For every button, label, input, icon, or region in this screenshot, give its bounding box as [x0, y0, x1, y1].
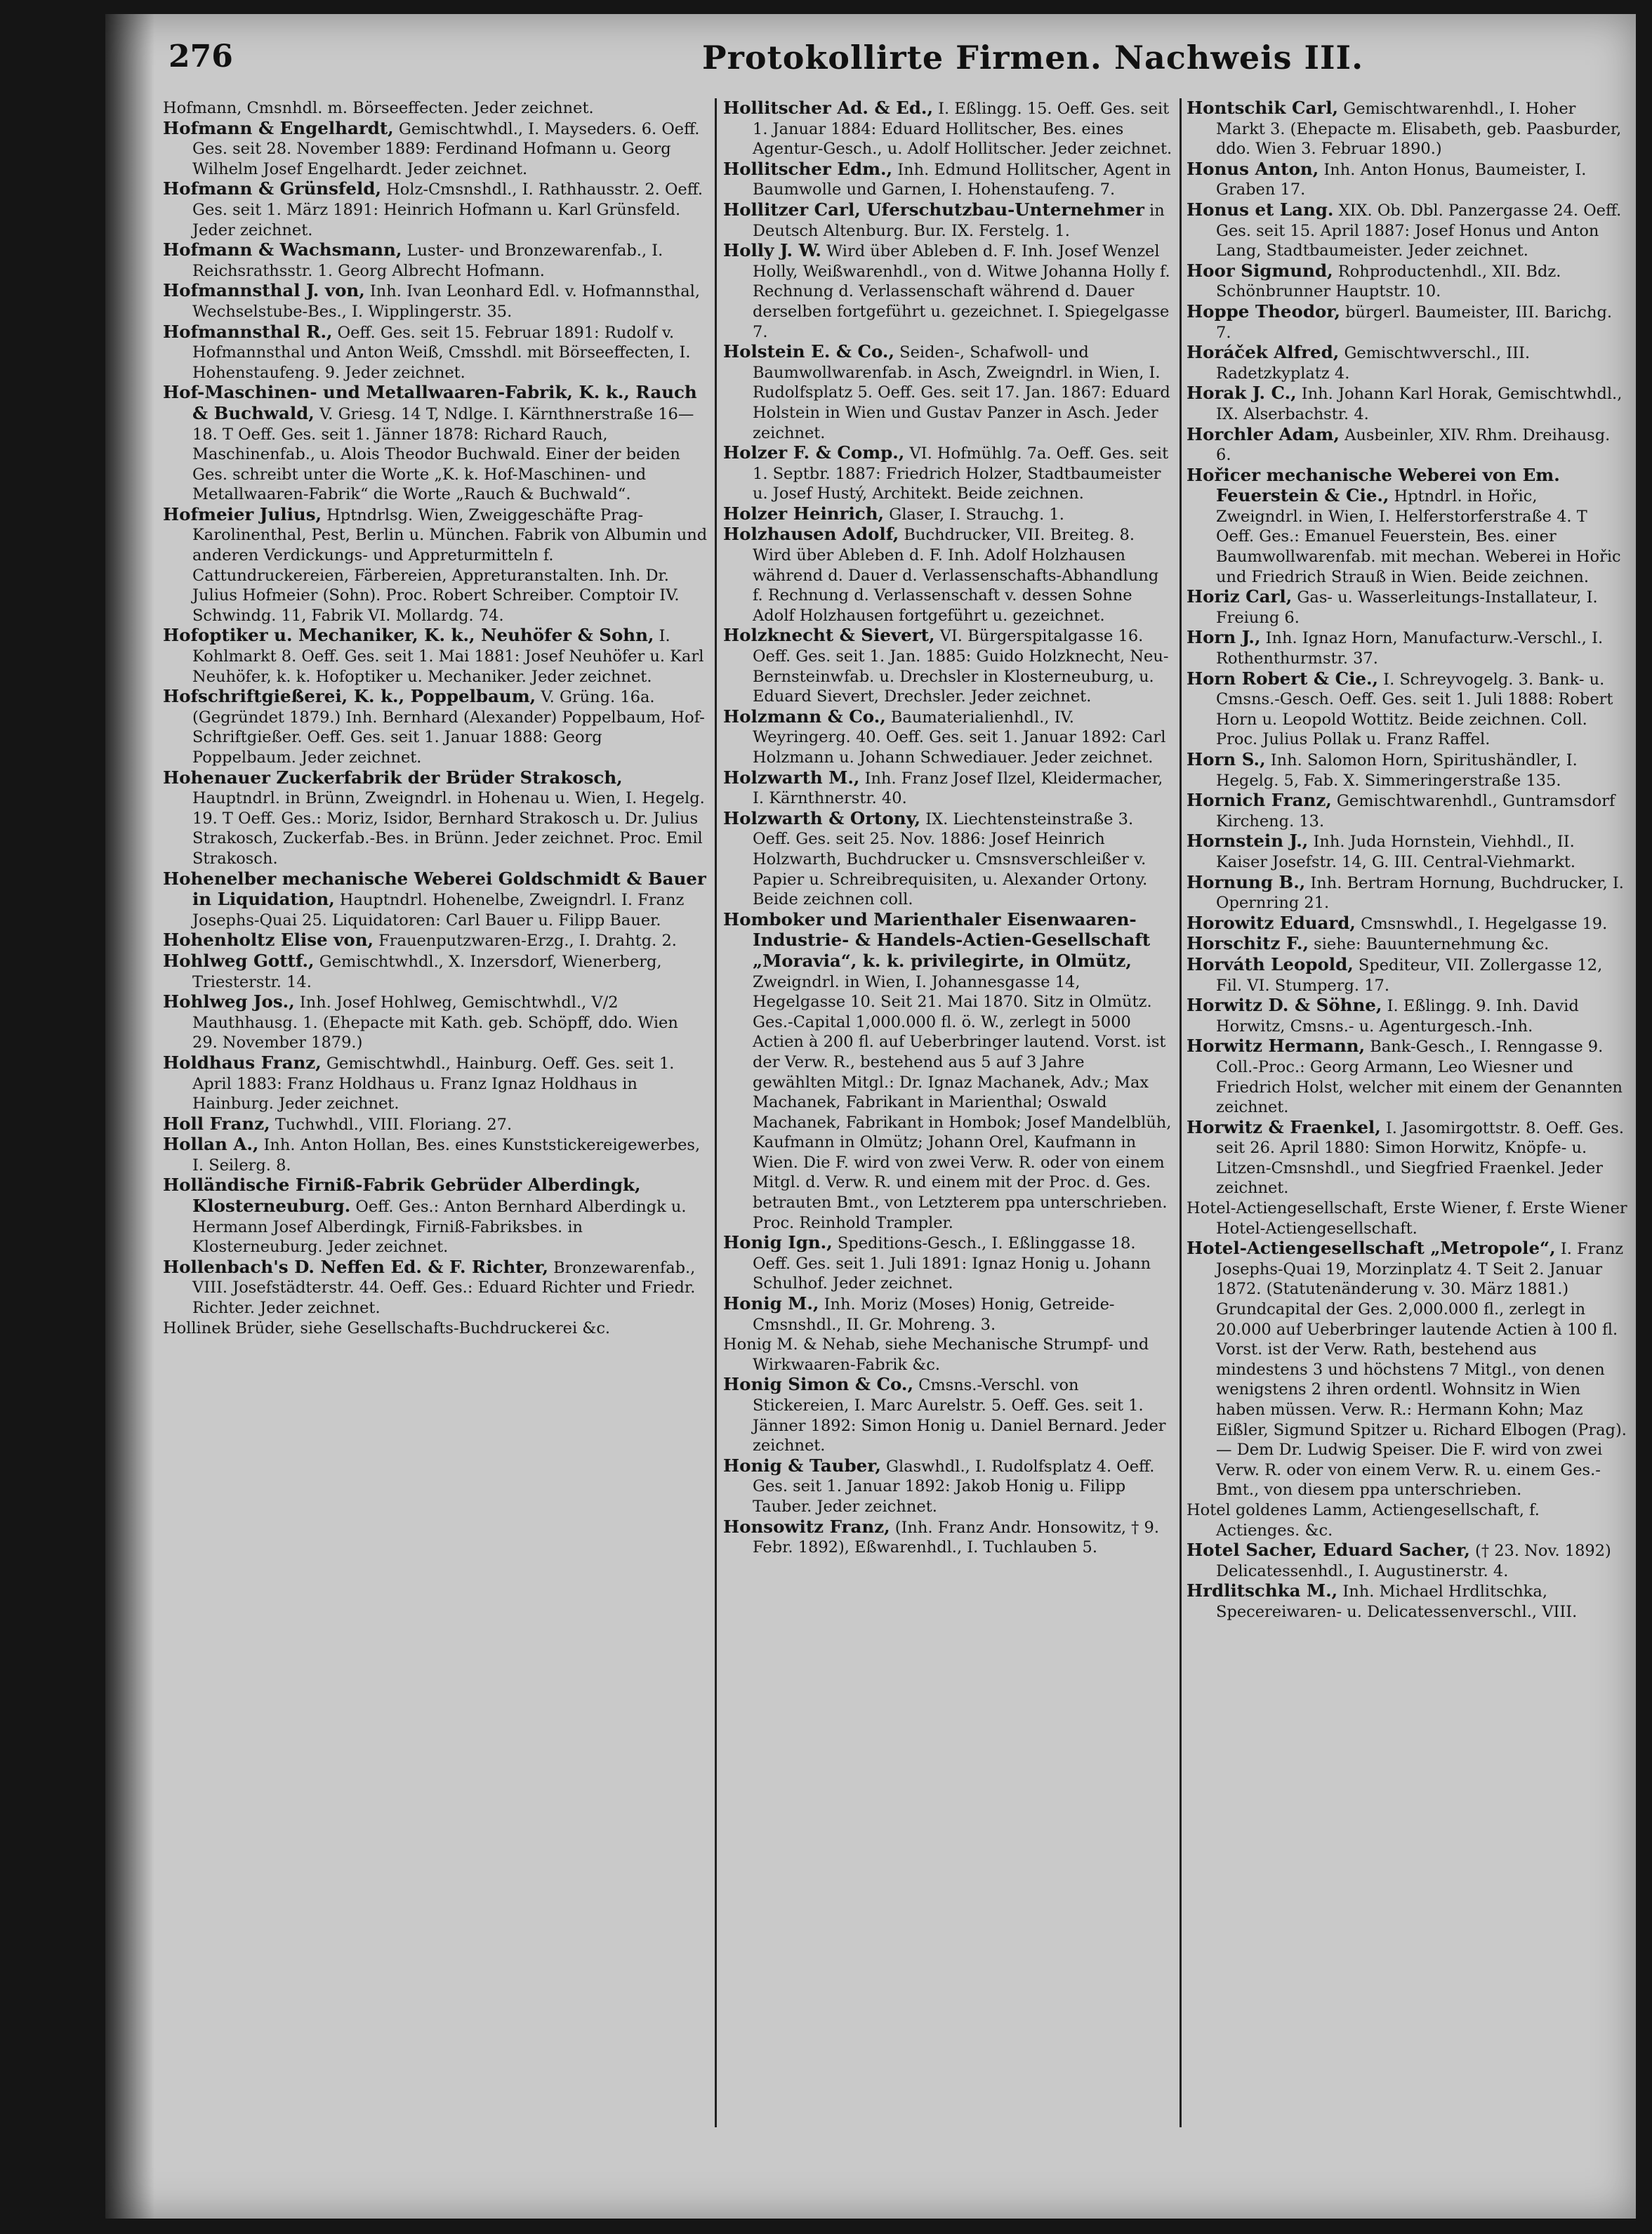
directory-entry — [163, 505, 708, 626]
firm-description: Ausbeinler, XIV. Rhm. Dreihausg. 6. — [1216, 425, 1611, 465]
directory-entry — [163, 869, 708, 931]
directory-entry — [723, 524, 1172, 626]
firm-name: Horwitz D. & Söhne, — [1187, 995, 1382, 1016]
directory-entry — [163, 930, 708, 951]
firm-name: Hollenbach's D. Neffen Ed. & F. Richter, — [163, 1256, 548, 1277]
firm-description: Inh. Ivan Leonhard Edl. v. Hofmannsthal, Wechselstube-Bes., I. Wipplingerstr. 35. — [192, 282, 701, 321]
firm-name: Horáček Alfred, — [1187, 342, 1340, 363]
firm-description: siehe: Bauunternehmung &c. — [1308, 935, 1549, 954]
firm-description: Gemischtwarenhdl., I. Hoher Markt 3. (Ehepacte m. Elisabeth, geb. Paasburder, ddo. Wien 3. Februar 1890.) — [1216, 100, 1622, 159]
directory-entry — [163, 1114, 708, 1135]
directory-entry — [1187, 873, 1627, 913]
directory-entry — [163, 281, 708, 322]
firm-description: Spediteur, VII. Zollergasse 12, Fil. VI. Stumperg. 17. — [1216, 956, 1603, 995]
firm-description: Gemischtwverschl., III. Radetzkyplatz 4. — [1216, 344, 1531, 383]
firm-name: Holländische Firniß-Fabrik Gebrüder Alberdingk, Klosterneuburg. — [163, 1175, 641, 1217]
firm-name: Horváth Leopold, — [1187, 953, 1354, 974]
firm-description: Seiden-, Schafwoll- und Baumwollwarenfab. in Asch, Zweigndrl. in Wien, I. Rudolfsplatz 5. Oeff. Ges. seit 17. Jan. 1867: Eduard Holstein in Wien und Gustav Panzer in Asch. Jeder zeichnet. — [753, 343, 1170, 442]
firm-name: Hofmannsthal J. von, — [163, 280, 365, 301]
firm-name: Honus Anton, — [1187, 158, 1319, 179]
firm-name: Holstein E. & Co., — [723, 341, 894, 362]
directory-entry — [723, 1456, 1172, 1517]
directory-entry — [723, 98, 1172, 159]
directory-entry — [163, 1135, 708, 1175]
firm-description: I. Kohlmarkt 8. Oeff. Ges. seit 1. Mai 1881: Josef Neuhöfer u. Karl Neuhöfer, k. k. Hofoptiker u. Mechaniker. Jeder zeichnet. — [192, 627, 704, 686]
firm-description: Gemischtwhdl., I. Mayseders. 6. Oeff. Ges. seit 28. November 1889: Ferdinand Hofmann u. Georg Wilhelm Josef Engelhardt. Jeder zeichnet. — [192, 119, 700, 178]
firm-name: Horak J. C., — [1187, 383, 1297, 404]
firm-name: Holzhausen Adolf, — [723, 524, 899, 545]
firm-name: Hotel-Actiengesellschaft „Metropole“, — [1187, 1238, 1556, 1259]
firm-description: Inh. Juda Hornstein, Viehhdl., II. Kaiser Josefstr. 14, G. III. Central-Viehmarkt. — [1216, 833, 1576, 871]
firm-description: Wird über Ableben d. F. Inh. Josef Wenzel Holly, Weißwarenhdl., von d. Witwe Johanna Holly f. Rechnung d. Verlassenschaft während d. Dauer derselben fortgeführt u. gezeichnet. I. Spiegelgasse 7. — [753, 242, 1170, 341]
firm-description: Gemischtwhdl., Hainburg. Oeff. Ges. seit 1. April 1883: Franz Holdhaus u. Franz Ignaz Holdhaus in Hainburg. Jeder zeichnet. — [192, 1054, 675, 1113]
firm-name: Hofmann & Engelhardt, — [163, 117, 394, 138]
firm-description: VI. Hofmühlg. 7a. Oeff. Ges. seit 1. Septbr. 1887: Friedrich Holzer, Stadtbaumeister u. Josef Hustý, Architekt. Beide zeichnen. — [753, 444, 1169, 503]
directory-entry — [1187, 669, 1627, 750]
firm-description: I. Schreyvogelg. 3. Bank- u. Cmsns.-Gesch. Oeff. Ges. seit 1. Juli 1888: Robert Horn u. Leopold Wottitz. Beide zeichnen. Coll. Proc. Julius Pollak u. Franz Raffel. — [1216, 670, 1613, 749]
firm-description: Inh. Michael Hrdlitschka, Specereiwaren- u. Delicatessenverschl., VIII. — [1216, 1582, 1578, 1621]
page-header — [168, 39, 1601, 95]
column-rule-right — [1179, 98, 1182, 2127]
directory-entry — [163, 687, 708, 767]
firm-name: Holly J. W. — [723, 240, 821, 261]
directory-entry — [1187, 98, 1627, 159]
directory-entry — [1187, 1500, 1627, 1540]
firm-name: Honus et Lang. — [1187, 199, 1334, 220]
firm-description: Oeff. Ges.: Anton Bernhard Alberdingk u. Hermann Josef Alberdingk, Firniß-Fabriksbes. in Klosterneuburg. Jeder zeichnet. — [192, 1198, 687, 1257]
firm-name: Hořicer mechanische Weberei von Em. Feuerstein & Cie., — [1187, 464, 1560, 506]
firm-description: Gemischtwhdl., X. Inzersdorf, Wienerberg, Triesterstr. 14. — [192, 952, 662, 991]
firm-description: Inh. Franz Josef Ilzel, Kleidermacher, I. Kärnthnerstr. 40. — [753, 769, 1163, 808]
directory-entry — [723, 768, 1172, 809]
firm-description: Glaser, I. Strauchg. 1. — [884, 505, 1064, 524]
firm-name: Hollitzer Carl, Uferschutzbau-Unternehmer — [723, 199, 1144, 220]
firm-description: Inh. Bertram Hornung, Buchdrucker, I. Opernring 21. — [1216, 873, 1624, 913]
directory-entry — [163, 951, 708, 992]
firm-name: Horowitz Eduard, — [1187, 912, 1356, 933]
firm-description: I. Franz Josephs-Quai 19, Morzinplatz 4. T Seit 2. Januar 1872. (Statutenänderung v. 30. März 1881.) Grundcapital der Ges. 2,000.000 fl., zerlegt in 20.000 auf Ueberbringer lautende Actien à 100 fl. Vorst. ist der Verw. Rath, bestehend aus mindestens 3 und höchstens 7 Mitgl., von denen wenigstens 2 ihren ordentl. Wohnsitz in Wien haben müssen. Verw. R.: Hermann Kohn; Maz Eißler, Sigmund Spitzer u. Richard Elbogen (Prag). — Dem Dr. Ludwig Speiser. Die F. wird von zwei Verw. R. oder von einem Verw. R. u. einem Ges.-Bmt., von diesem ppa unterschrieben. — [1216, 1240, 1627, 1500]
firm-description: Oeff. Ges. seit 15. Februar 1891: Rudolf v. Hofmannsthal und Anton Weiß, Cmsshdl. mit Börseeffecten, I. Hohenstaufeng. 9. Jeder zeichnet. — [192, 323, 691, 382]
firm-description: Hollinek Brüder, siehe Gesellschafts-Buchdruckerei &c. — [163, 1318, 611, 1337]
firm-name: Hohenholtz Elise von, — [163, 930, 374, 951]
firm-description: V. Grüng. 16a. (Gegründet 1879.) Inh. Bernhard (Alexander) Poppelbaum, Hof-Schriftgießer. Oeff. Ges. seit 1. Januar 1888: Georg Poppelbaum. Jeder zeichnet. — [192, 688, 705, 767]
directory-entry — [1187, 343, 1627, 383]
directory-entry — [1187, 628, 1627, 668]
firm-description: Frauenputzwaren-Erzg., I. Drahtg. 2. — [374, 932, 677, 951]
directory-entry — [723, 241, 1172, 342]
directory-entry — [163, 1175, 708, 1257]
firm-description: I. Eßlingg. 9. Inh. David Horwitz, Cmsns.- u. Agenturgesch.-Inh. — [1216, 997, 1579, 1036]
firm-description: Baumaterialienhdl., IV. Weyringerg. 40. Oeff. Ges. seit 1. Januar 1892: Carl Holzmann u. Johann Schwediauer. Jeder zeichnet. — [753, 708, 1166, 767]
firm-name: Holzer Heinrich, — [723, 503, 885, 524]
firm-name: Hofmann & Wachsmann, — [163, 239, 402, 260]
firm-description: († 23. Nov. 1892) Delicatessenhdl., I. Augustinerstr. 4. — [1216, 1542, 1611, 1580]
directory-entry — [1187, 302, 1627, 343]
firm-name: Holzmann & Co., — [723, 706, 886, 727]
firm-name: Holzwarth M., — [723, 767, 860, 788]
firm-description: Bronzewarenfab., VIII. Josefstädterstr. 44. Oeff. Ges.: Eduard Richter und Friedr. Richter. Jeder zeichnet. — [192, 1258, 696, 1318]
directory-entry — [1187, 934, 1627, 955]
firm-name: Hornung B., — [1187, 871, 1306, 892]
firm-description: Buchdrucker, VII. Breiteg. 8. Wird über Ableben d. F. Inh. Adolf Holzhausen während d. Dauer d. Verlassenschafts-Abhandlung f. Rechnung d. Verlassenschaft v. dessen Sohne Adolf Holzhausen fortgeführt u. gezeichnet. — [753, 526, 1159, 625]
firm-name: Hohenelber mechanische Weberei Goldschmidt & Bauer in Liquidation, — [163, 868, 706, 910]
firm-description: Hptndrl. in Hořic, Zweigndrl. in Wien, I. Helferstorferstraße 4. T Oeff. Ges.: Emanuel Feuerstein, Bes. einer Baumwollwarenfab. mit mechan. Weberei in Hořic und Friedrich Strauß in Wien. Beide zeichnen. — [1216, 487, 1621, 586]
firm-description: (Inh. Franz Andr. Honsowitz, † 9. Febr. 1892), Eßwarenhdl., I. Tuchlauben 5. — [753, 1518, 1159, 1557]
firm-description: Hotel-Actiengesellschaft, Erste Wiener, f. Erste Wiener Hotel-Actiengesellschaft. — [1187, 1199, 1627, 1238]
directory-entry — [723, 1517, 1172, 1558]
directory-entry — [163, 992, 708, 1053]
directory-entry — [723, 342, 1172, 443]
firm-name: Hofmeier Julius, — [163, 503, 322, 524]
directory-column-2 — [723, 98, 1172, 1558]
directory-entry — [1187, 913, 1627, 934]
firm-description: I. Jasomirgottstr. 8. Oeff. Ges. seit 26. April 1880: Simon Horwitz, Knöpfe- u. Litzen-Cmsnshdl., und Siegfried Fraenkel. Jeder zeichnet. — [1216, 1118, 1624, 1198]
firm-description: Hptndrlsg. Wien, Zweiggeschäfte Prag-Karolinenthal, Pest, Berlin u. München. Fabrik von Albumin und anderen Verdickungs- und Appreturmitteln f. Cattundruckereien, Färbereien, Appreturanstalten. Inh. Dr. Julius Hofmeier (Sohn). Proc. Robert Schreiber. Comptoir IV. Schwindg. 11, Fabrik VI. Mollardg. 74. — [192, 505, 708, 625]
firm-description: XIX. Ob. Dbl. Panzergasse 24. Oeff. Ges. seit 15. April 1887: Josef Honus und Anton Lang, Stadtbaumeister. Jeder zeichnet. — [1216, 201, 1622, 260]
directory-entry — [723, 626, 1172, 706]
firm-name: Honsowitz Franz, — [723, 1516, 890, 1537]
directory-entry — [723, 1375, 1172, 1455]
firm-name: Horn J., — [1187, 627, 1261, 648]
firm-name: Hotel Sacher, Eduard Sacher, — [1187, 1540, 1470, 1561]
column-rule-left — [715, 98, 717, 2127]
directory-entry — [163, 119, 708, 180]
firm-name: Hof-Maschinen- und Metallwaaren-Fabrik, K. k., Rauch & Buchwald, — [163, 382, 697, 423]
spine-shadow — [105, 14, 154, 2219]
firm-name: Hofmannsthal R., — [163, 321, 333, 342]
firm-name: Holzknecht & Sievert, — [723, 625, 935, 646]
directory-entry — [163, 1318, 708, 1339]
firm-description: Luster- und Bronzewarenfab., I. Reichsrathsstr. 1. Georg Albrecht Hofmann. — [192, 242, 663, 280]
firm-name: Homboker und Marienthaler Eisenwaaren-Industrie- & Handels-Actien-Gesellschaft „Moravia“, k. k. privilegirte, in Olmütz, — [723, 908, 1151, 971]
running-title: Protokollirte Firmen. Nachweis III. — [702, 39, 1364, 77]
directory-entry — [1187, 1238, 1627, 1500]
firm-description: IX. Liechtensteinstraße 3. Oeff. Ges. seit 25. Nov. 1886: Josef Heinrich Holzwarth, Buchdrucker u. Cmsnsverschleißer v. Papier u. Schreibrequisiten, u. Alexander Ortony. Beide zeichnen coll. — [753, 809, 1148, 909]
directory-entry — [1187, 465, 1627, 588]
directory-entry — [1187, 159, 1627, 200]
firm-description: Tuchwhdl., VIII. Floriang. 27. — [270, 1115, 513, 1134]
firm-description: Hofmann, Cmsnhdl. m. Börseeffecten. Jeder zeichnet. — [163, 99, 594, 117]
firm-name: Horwitz & Fraenkel, — [1187, 1116, 1381, 1137]
directory-entry — [1187, 425, 1627, 465]
firm-name: Hrdlitschka M., — [1187, 1580, 1338, 1601]
firm-description: Inh. Anton Honus, Baumeister, I. Graben 17. — [1216, 160, 1587, 199]
directory-entry — [723, 159, 1172, 200]
directory-entry — [163, 383, 708, 505]
firm-description: Gas- u. Wasserleitungs-Installateur, I. Freiung 6. — [1216, 588, 1598, 627]
firm-name: Horn Robert & Cie., — [1187, 668, 1379, 689]
firm-name: Horchler Adam, — [1187, 423, 1340, 444]
directory-column-3 — [1187, 98, 1627, 1622]
firm-name: Honig Ign., — [723, 1232, 833, 1253]
firm-description: Inh. Moriz (Moses) Honig, Getreide-Cmsnshdl., II. Gr. Mohreng. 3. — [753, 1295, 1115, 1334]
firm-description: Inh. Salomon Horn, Spiritushändler, I. Hegelg. 5, Fab. X. Simmeringerstraße 135. — [1216, 751, 1578, 790]
firm-name: Hollan A., — [163, 1134, 259, 1155]
firm-name: Hornstein J., — [1187, 831, 1309, 852]
firm-description: Speditions-Gesch., I. Eßlinggasse 18. Oeff. Ges. seit 1. Juli 1891: Ignaz Honig u. Johann Schulhof. Jeder zeichnet. — [753, 1234, 1151, 1293]
directory-entry — [1187, 261, 1627, 302]
directory-entry — [723, 200, 1172, 241]
directory-entry — [163, 1053, 708, 1114]
directory-entry — [1187, 791, 1627, 831]
directory-entry — [723, 504, 1172, 525]
firm-description: Inh. Edmund Hollitscher, Agent in Baumwolle und Garnen, I. Hohenstaufeng. 7. — [753, 160, 1171, 199]
directory-entry — [723, 809, 1172, 910]
firm-description: Inh. Johann Karl Horak, Gemischtwhdl., IX. Alserbachstr. 4. — [1216, 385, 1623, 423]
firm-name: Holdhaus Franz, — [163, 1052, 322, 1073]
firm-description: Inh. Josef Hohlweg, Gemischtwhdl., V/2 Mauthhausg. 1. (Ehepacte mit Kath. geb. Schöpff, ddo. Wien 29. November 1879.) — [192, 993, 678, 1052]
directory-entry — [163, 322, 708, 383]
directory-entry — [163, 179, 708, 240]
directory-entry — [1187, 955, 1627, 996]
firm-name: Holzer F. & Comp., — [723, 442, 905, 463]
firm-name: Horn S., — [1187, 749, 1266, 769]
firm-description: Bank-Gesch., I. Renngasse 9. Coll.-Proc.: Georg Armann, Leo Wiesner und Friedrich Holst, welcher mit einem der Genannten zeichnet. — [1216, 1038, 1623, 1117]
firm-name: Hohlweg Jos., — [163, 991, 295, 1012]
firm-name: Hollitscher Ad. & Ed., — [723, 98, 933, 118]
firm-name: Hofschriftgießerei, K. k., Poppelbaum, — [163, 686, 536, 707]
directory-entry — [163, 240, 708, 281]
firm-name: Hoppe Theodor, — [1187, 300, 1340, 322]
firm-name: Horwitz Hermann, — [1187, 1036, 1366, 1057]
firm-name: Honig M., — [723, 1293, 819, 1314]
firm-name: Honig & Tauber, — [723, 1455, 881, 1476]
firm-description: Hauptndrl. in Brünn, Zweigndrl. in Hohenau u. Wien, I. Hegelg. 19. T Oeff. Ges.: Moriz, Isidor, Bernhard Strakosch u. Dr. Julius Strakosch, Zuckerfab.-Bes. in Brünn. Jeder zeichnet. Proc. Emil Strakosch. — [192, 789, 705, 868]
firm-description: Glaswhdl., I. Rudolfsplatz 4. Oeff. Ges. seit 1. Januar 1892: Jakob Honig u. Filipp Tauber. Jeder zeichnet. — [753, 1457, 1155, 1516]
firm-description: Cmsns.-Verschl. von Stickereien, I. Marc Aurelstr. 5. Oeff. Ges. seit 1. Jänner 1892: Simon Honig u. Daniel Bernard. Jeder zeichnet. — [753, 1376, 1166, 1455]
directory-entry — [723, 1233, 1172, 1294]
directory-entry — [163, 98, 708, 119]
firm-description: VI. Bürgerspitalgasse 16. Oeff. Ges. seit 1. Jan. 1885: Guido Holzknecht, Neu-Bernsteinwfab. u. Drechsler in Klosterneuburg, u. Eduard Sievert, Drechsler. Jeder zeichnet. — [753, 627, 1169, 706]
firm-name: Hohenauer Zuckerfabrik der Brüder Strakosch, — [163, 767, 623, 788]
firm-description: Inh. Anton Hollan, Bes. eines Kunststickereigewerbes, I. Seilerg. 8. — [192, 1136, 701, 1175]
firm-description: Hotel goldenes Lamm, Actiengesellschaft, f. Actienges. &c. — [1187, 1500, 1540, 1540]
firm-description: Rohproductenhdl., XII. Bdz. Schönbrunner Hauptstr. 10. — [1216, 262, 1561, 301]
firm-description: Gemischtwarenhdl., Guntramsdorf Kircheng. 13. — [1216, 792, 1615, 831]
firm-name: Hoor Sigmund, — [1187, 260, 1333, 281]
directory-entry — [723, 707, 1172, 768]
directory-entry — [1187, 1581, 1627, 1622]
firm-description: Inh. Ignaz Horn, Manufacturw.-Verschl., I. Rothenthurmstr. 37. — [1216, 629, 1604, 668]
firm-description: Hauptndrl. Hohenelbe, Zweigndrl. I. Franz Josephs-Quai 25. Liquidatoren: Carl Bauer u. Filipp Bauer. — [192, 891, 685, 930]
directory-entry — [163, 768, 708, 869]
directory-entry — [1187, 1198, 1627, 1238]
firm-name: Hohlweg Gottf., — [163, 950, 315, 971]
directory-entry — [723, 1294, 1172, 1335]
directory-entry — [723, 443, 1172, 504]
directory-entry — [1187, 831, 1627, 872]
firm-name: Horschitz F., — [1187, 933, 1309, 954]
firm-name: Horiz Carl, — [1187, 586, 1293, 607]
firm-description: in Deutsch Altenburg. Bur. IX. Ferstelg. 1. — [753, 201, 1165, 240]
firm-name: Honig Simon & Co., — [723, 1374, 913, 1395]
directory-entry — [723, 910, 1172, 1234]
directory-entry — [1187, 1118, 1627, 1198]
directory-entry — [1187, 1036, 1627, 1117]
directory-entry — [1187, 587, 1627, 628]
firm-name: Hofoptiker u. Mechaniker, K. k., Neuhöfer & Sohn, — [163, 625, 654, 646]
firm-name: Hofmann & Grünsfeld, — [163, 178, 381, 199]
firm-description: Cmsnswhdl., I. Hegelgasse 19. — [1355, 914, 1608, 933]
directory-column-1 — [163, 98, 708, 1338]
firm-description: V. Griesg. 14 T, Ndlge. I. Kärnthnerstraße 16—18. T Oeff. Ges. seit 1. Jänner 1878: Richard Rauch, Maschinenfab., u. Alois Theodor Buchwald. Einer der beiden Ges. schreibt unter die Worte „K. k. Hof-Maschinen- und Metallwaaren-Fabrik“ die Worte „Rauch & Buchwald“. — [192, 404, 694, 504]
firm-name: Hornich Franz, — [1187, 790, 1332, 811]
directory-entry — [1187, 200, 1627, 261]
firm-description: Zweigndrl. in Wien, I. Johannesgasse 14, Hegelgasse 10. Seit 21. Mai 1870. Sitz in Olmütz. Ges.-Capital 1,000.000 fl. ö. W., zerlegt in 5000 Actien à 200 fl. auf Ueberbringer lautend. Vorst. ist der Verw. R., bestehend aus 5 auf 3 Jahre gewählten Mitgl.: Dr. Ignaz Machanek, Adv.; Max Machanek, Fabrikant in Marienthal; Oswald Machanek, Fabrikant in Hombok; Josef Mandelblüh, Kaufmann in Olmütz; Johann Orel, Kaufmann in Wien. Die F. wird von zwei Verw. R. oder von einem Mitgl. d. Verw. R. und einem mit der Proc. d. Ges. betrauten Bmt., von Letzterem ppa unterschrieben. Proc. Reinhold Trampler. — [753, 972, 1172, 1232]
firm-description: Holz-Cmsnshdl., I. Rathhausstr. 2. Oeff. Ges. seit 1. März 1891: Heinrich Hofmann u. Karl Grünsfeld. Jeder zeichnet. — [192, 180, 703, 239]
firm-name: Holl Franz, — [163, 1113, 270, 1134]
firm-description: bürgerl. Baumeister, III. Barichg. 7. — [1216, 303, 1613, 342]
firm-name: Holzwarth & Ortony, — [723, 807, 921, 828]
firm-name: Hollitscher Edm., — [723, 158, 893, 179]
directory-entry — [1187, 996, 1627, 1036]
directory-entry — [1187, 750, 1627, 791]
page-number: 276 — [168, 39, 233, 74]
directory-entry — [163, 1257, 708, 1318]
firm-description: I. Eßlingg. 15. Oeff. Ges. seit 1. Januar 1884: Eduard Hollitscher, Bes. eines Agentur-Gesch., u. Adolf Hollitscher. Jeder zeichnet. — [753, 100, 1172, 159]
directory-entry — [1187, 1540, 1627, 1581]
directory-entry — [163, 626, 708, 687]
directory-entry — [723, 1335, 1172, 1375]
directory-entry — [1187, 383, 1627, 424]
firm-name: Hontschik Carl, — [1187, 98, 1339, 118]
firm-description: Honig M. & Nehab, siehe Mechanische Strumpf- und Wirkwaaren-Fabrik &c. — [723, 1335, 1149, 1374]
